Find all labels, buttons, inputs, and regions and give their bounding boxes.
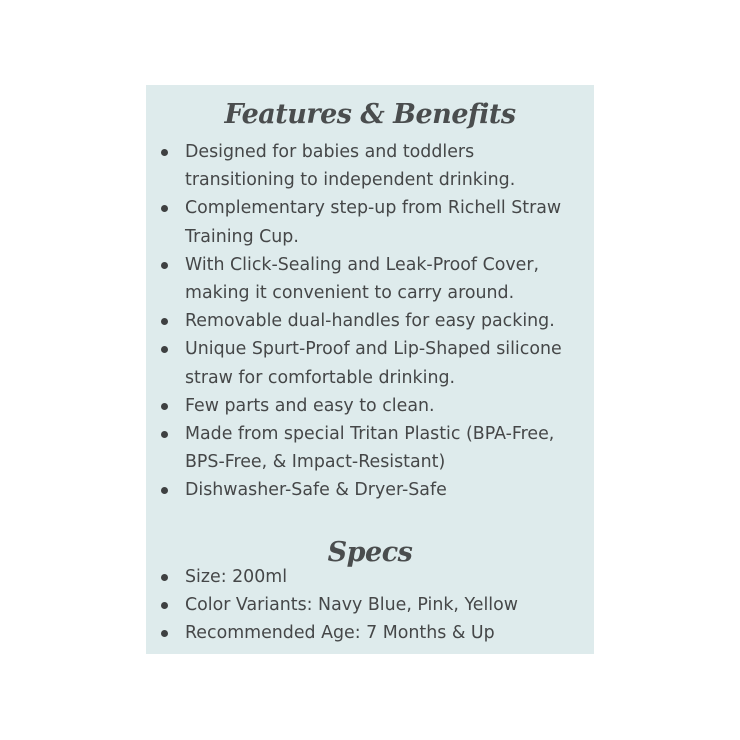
list-item bbox=[146, 420, 585, 476]
bullet-icon bbox=[161, 346, 168, 353]
features-heading: Features & Benefits bbox=[224, 99, 516, 130]
list-item bbox=[146, 619, 585, 647]
bullet-icon bbox=[161, 149, 168, 156]
list-item bbox=[146, 138, 585, 194]
bullet-icon bbox=[161, 431, 168, 438]
bullet-icon bbox=[161, 574, 168, 581]
specs-heading: Specs bbox=[327, 537, 413, 568]
specs-list bbox=[146, 563, 585, 648]
list-item-text: Dishwasher-Safe & Dryer-Safe bbox=[185, 480, 447, 501]
list-item bbox=[146, 335, 585, 391]
bullet-icon bbox=[161, 205, 168, 212]
list-item bbox=[146, 392, 585, 420]
bullet-icon bbox=[161, 602, 168, 609]
list-item bbox=[146, 251, 585, 307]
list-item-text: With Click-Sealing and Leak-Proof Cover, making it convenient to carry around. bbox=[185, 254, 540, 304]
bullet-icon bbox=[161, 630, 168, 637]
list-item-text: Made from special Tritan Plastic (BPA-Free, BPS-Free, & Impact-Resistant) bbox=[185, 424, 555, 473]
list-item-text: Complementary step-up from Richell Straw Training Cup. bbox=[185, 198, 562, 247]
list-item-text: Few parts and easy to clean. bbox=[185, 395, 435, 416]
list-item bbox=[146, 476, 585, 504]
product-info-card bbox=[146, 85, 594, 654]
list-item-text: Unique Spurt-Proof and Lip-Shaped silicone straw for comfortable drinking. bbox=[185, 339, 562, 388]
list-item bbox=[146, 307, 585, 335]
list-item bbox=[146, 194, 585, 250]
bullet-icon bbox=[161, 403, 168, 410]
list-item-text: Size: 200ml bbox=[185, 567, 288, 587]
list-item-text: Color Variants: Navy Blue, Pink, Yellow bbox=[185, 595, 519, 616]
bullet-icon bbox=[161, 318, 168, 325]
list-item bbox=[146, 563, 585, 591]
list-item-text: Removable dual-handles for easy packing. bbox=[185, 311, 555, 332]
bullet-icon bbox=[161, 262, 168, 269]
bullet-icon bbox=[161, 487, 168, 494]
features-list bbox=[146, 138, 585, 505]
list-item-text: Recommended Age: 7 Months & Up bbox=[185, 623, 495, 644]
list-item bbox=[146, 591, 585, 619]
list-item-text: Designed for babies and toddlers transitioning to independent drinking. bbox=[185, 142, 516, 191]
